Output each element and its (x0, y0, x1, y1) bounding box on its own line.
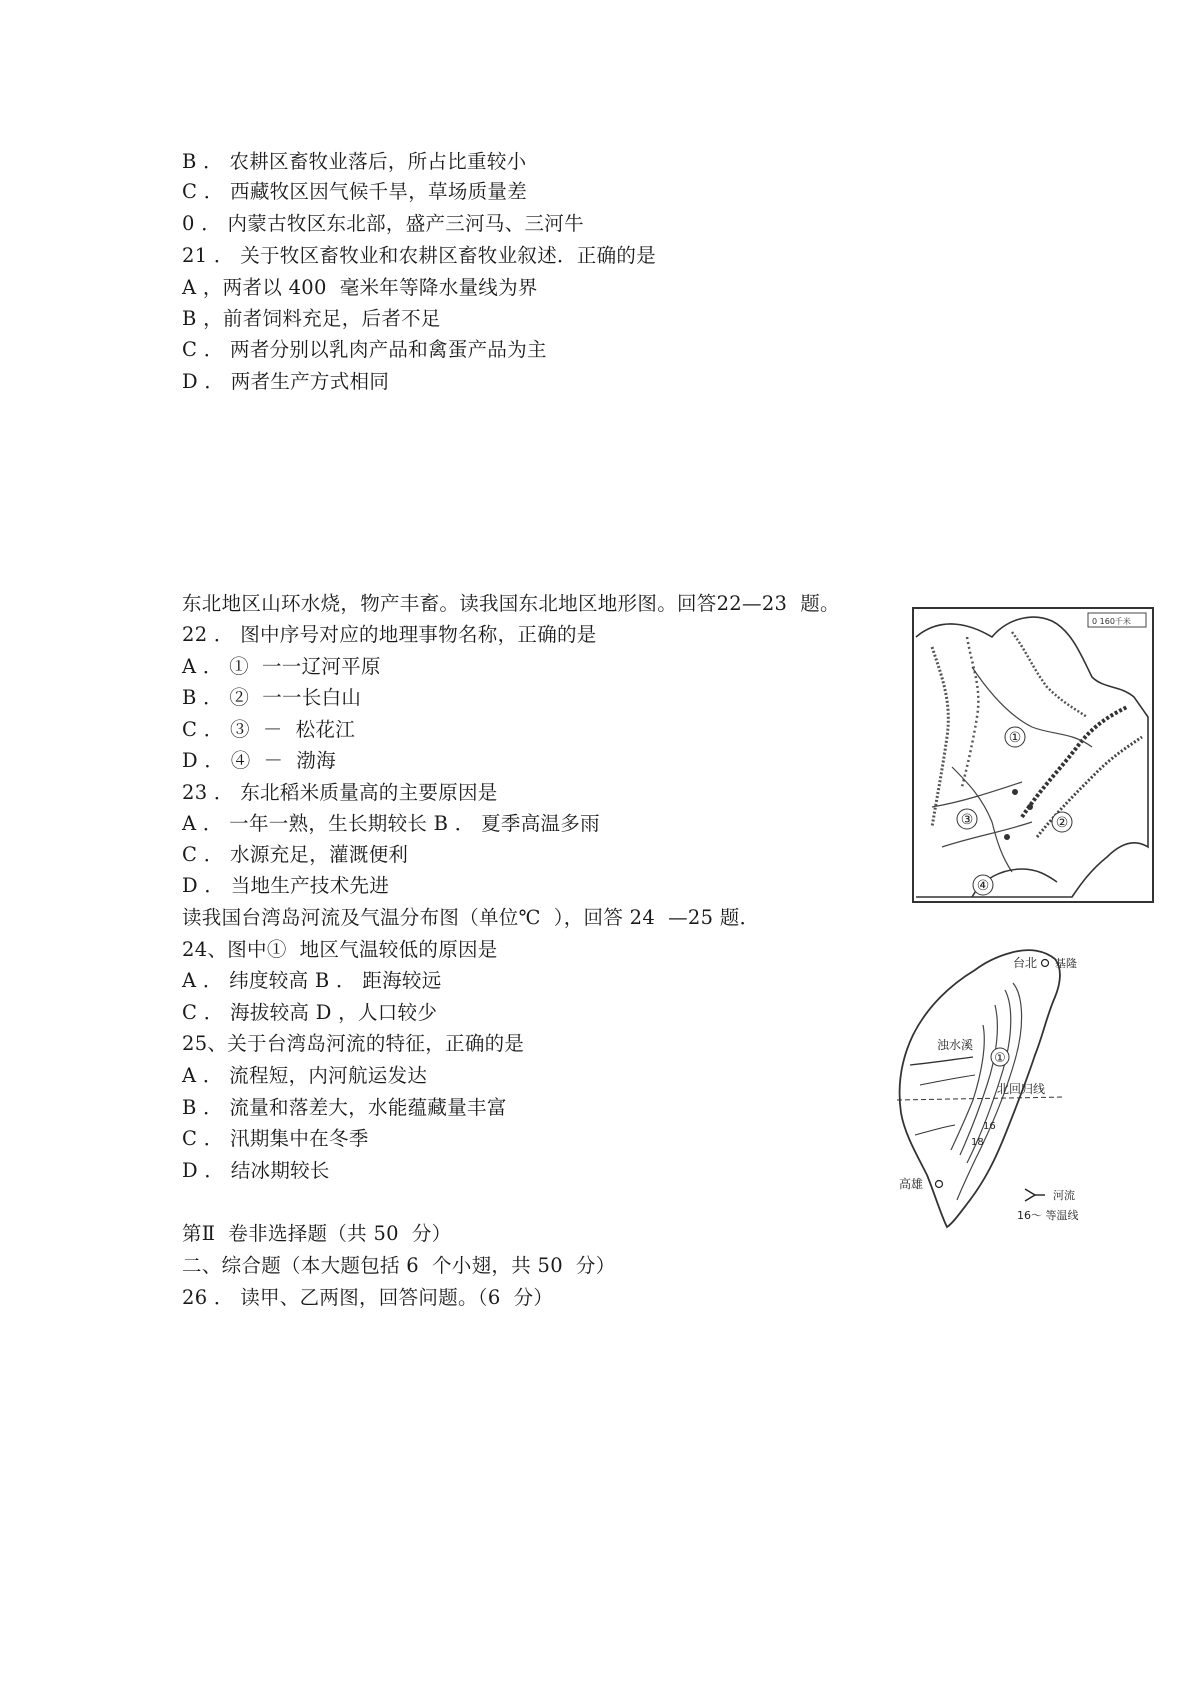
place-kaohsiung: 高雄 (899, 1177, 924, 1191)
option-a: A ，两者以 400 毫米年等降水量线为界 (182, 276, 538, 299)
question-24: 24、图中① 地区气温较低的原因是 (182, 938, 498, 961)
option-d: D ． 当地生产技术先进 (182, 874, 390, 897)
option-ab: A ． 一年一熟，生长期较长 B ． 夏季高温多雨 (182, 812, 600, 835)
question-25: 25、关于台湾岛河流的特征，正确的是 (182, 1032, 525, 1055)
option-ab: A ． 纬度较高 B ． 距海较远 (182, 969, 442, 992)
legend-river: 河流 (1053, 1189, 1075, 1202)
map-label-4: ④ (976, 878, 990, 894)
option-a: A ． ① 一一辽河平原 (182, 655, 381, 678)
map-marker-1: ① (994, 1051, 1006, 1066)
option-c: C ． 水源充足，灌溉便利 (182, 843, 409, 866)
section-subtitle: 二、综合题（本大题包括 6 个小翅，共 50 分） (182, 1254, 616, 1277)
option-cd: C ． 海拔较高 D ，人口较少 (182, 1001, 438, 1024)
text-line: 0 ． 内蒙古牧区东北部，盛产三河马、三河牛 (182, 212, 584, 235)
isotherm-18: 18 (971, 1137, 984, 1148)
tropic-label: 北回归线 (997, 1082, 1046, 1096)
map-label-1: ① (1008, 730, 1022, 746)
map-scale: 0 160千米 (1092, 617, 1131, 626)
option-b: B ． 流量和落差大，水能蕴藏量丰富 (182, 1096, 507, 1119)
northeast-terrain-map (912, 607, 1154, 903)
question-22: 22 ． 图中序号对应的地理事物名称，正确的是 (182, 623, 597, 646)
isotherm-16: 16 (983, 1121, 996, 1132)
map-label-2: ② (1055, 815, 1069, 831)
intro-taiwan: 读我国台湾岛河流及气温分布图（单位℃ ），回答 24 —25 题． (182, 906, 760, 929)
option-c: C ． 两者分别以乳肉产品和禽蛋产品为主 (182, 338, 547, 361)
place-keelung: 基隆 (1055, 957, 1077, 970)
section-title: 第Ⅱ 卷非选择题（共 50 分） (182, 1222, 452, 1245)
legend-isotherm: 16～ 等温线 (1017, 1209, 1079, 1222)
option-d: D ． 结冰期较长 (182, 1159, 330, 1182)
option-c: C ． 汛期集中在冬季 (182, 1127, 369, 1150)
question-26: 26 ． 读甲、乙两图，回答问题。（6 分） (182, 1286, 554, 1309)
option-d: D ． ④ － 渤海 (182, 749, 336, 772)
text-line: C ． 西藏牧区因气候千旱，草场质量差 (182, 180, 528, 203)
question-23: 23 ． 东北稻米质量高的主要原因是 (182, 781, 498, 804)
river-zhuoshui: 浊水溪 (937, 1038, 974, 1052)
map-label-3: ③ (960, 812, 974, 828)
place-taipei: 台北 (1013, 956, 1038, 970)
intro-northeast: 东北地区山环水烧，物产丰畜。读我国东北地区地形图。回答22—23 题。 (182, 592, 840, 615)
question-21: 21 ． 关于牧区畜牧业和农耕区畜牧业叙述．正确的是 (182, 244, 657, 267)
text-line: B ． 农耕区畜牧业落后，所占比重较小 (182, 150, 527, 173)
taiwan-river-temperature-map (895, 945, 1135, 1235)
option-b: B ． ② 一一长白山 (182, 686, 362, 709)
option-b: B ，前者饲料充足，后者不足 (182, 307, 441, 330)
option-d: D ． 两者生产方式相同 (182, 370, 390, 393)
option-a: A ． 流程短，内河航运发达 (182, 1064, 428, 1087)
option-c: C ． ③ － 松花江 (182, 718, 356, 741)
